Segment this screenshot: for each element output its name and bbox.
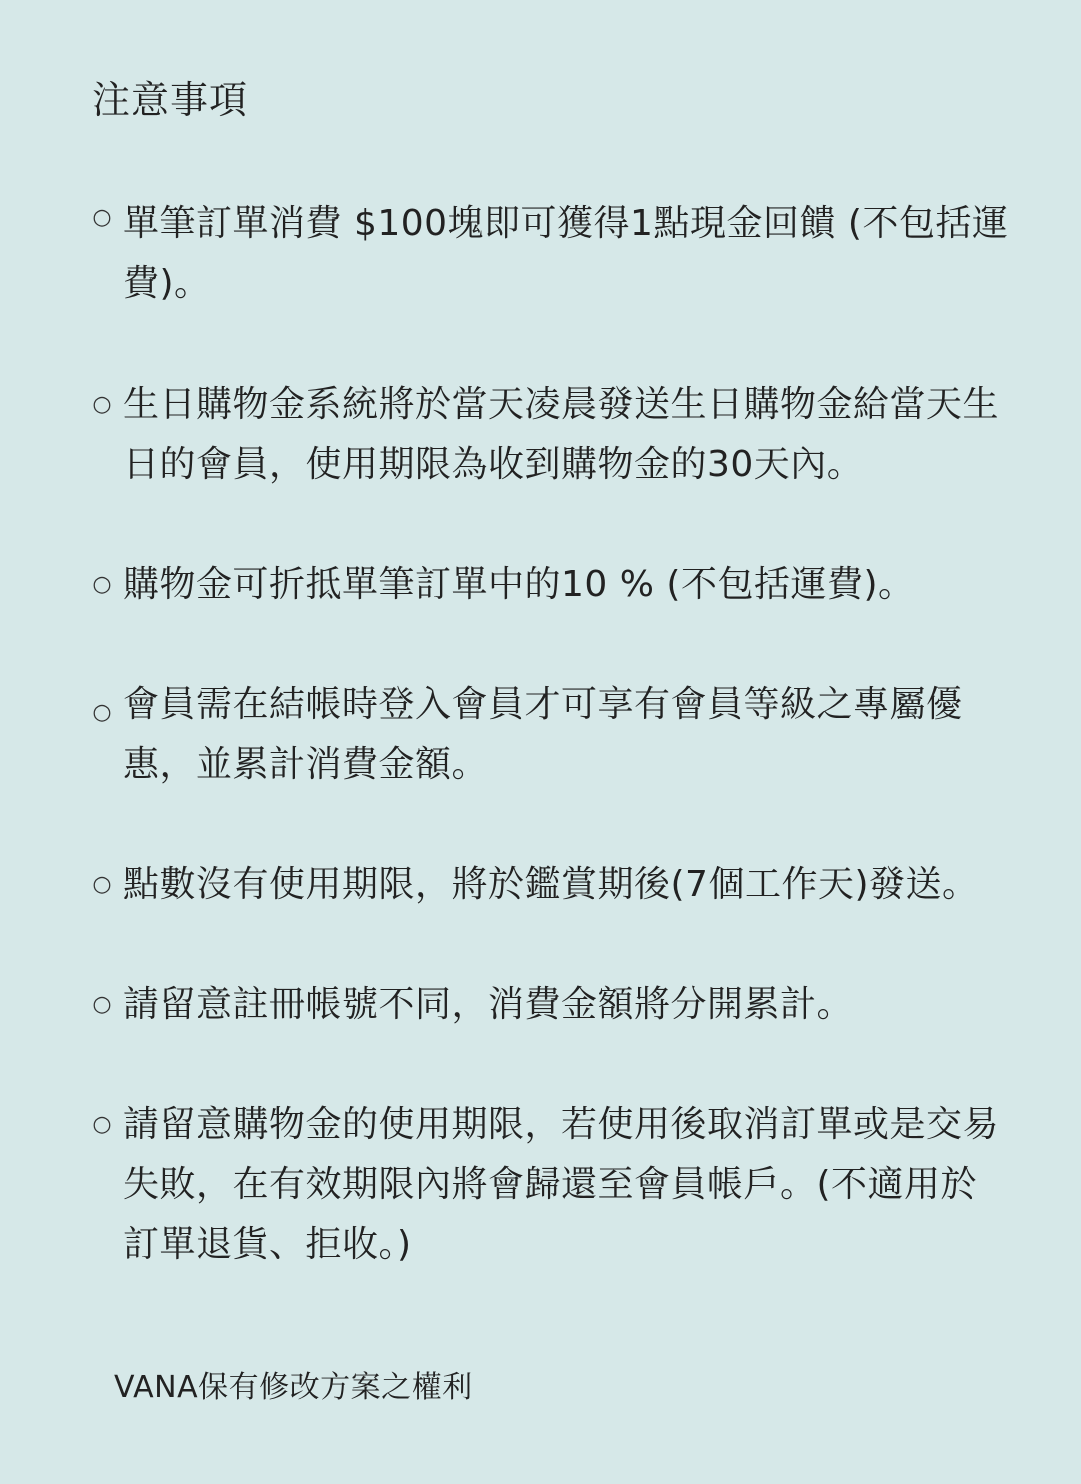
page-title: 注意事項 — [92, 78, 249, 122]
note-text: 購物金可折抵單筆訂單中的10 % (不包括運費)。 — [123, 564, 915, 605]
note-text: 請留意註冊帳號不同，消費金額將分開累計。 — [123, 984, 854, 1025]
note-text: 點數沒有使用期限，將於鑑賞期後(7個工作天)發送。 — [123, 864, 979, 905]
note-item-credit-return — [92, 1095, 1012, 1275]
note-item-login-required — [92, 675, 1012, 795]
note-item-separate-accounts — [92, 975, 1012, 1035]
note-item-credit-discount — [92, 555, 1012, 615]
note-item-cashback — [92, 194, 1012, 314]
bullet-circle-icon: ○ — [92, 392, 112, 417]
bullet-circle-icon: ○ — [92, 205, 112, 230]
bullet-circle-icon: ○ — [92, 992, 112, 1017]
note-text: 生日購物金系統將於當天凌晨發送生日購物金給當天生日的會員，使用期限為收到購物金的30天內。 — [123, 384, 1000, 485]
bullet-circle-icon: ○ — [92, 872, 112, 897]
note-text: 會員需在結帳時登入會員才可享有會員等級之專屬優惠，並累計消費金額。 — [123, 684, 963, 785]
bullet-circle-icon: ○ — [92, 700, 112, 725]
note-item-birthday-credit — [92, 375, 1012, 495]
note-text: 單筆訂單消費 $100塊即可獲得1點現金回饋 (不包括運費)。 — [123, 203, 1009, 304]
footer-disclaimer: VANA保有修改方案之權利 — [114, 1370, 473, 1405]
bullet-circle-icon: ○ — [92, 1112, 112, 1137]
note-text: 請留意購物金的使用期限，若使用後取消訂單或是交易失敗，在有效期限內將會歸還至會員帳戶。(不適用於訂單退貨、拒收。) — [123, 1104, 1000, 1265]
note-item-points-expiry — [92, 855, 1012, 915]
bullet-circle-icon: ○ — [92, 572, 112, 597]
